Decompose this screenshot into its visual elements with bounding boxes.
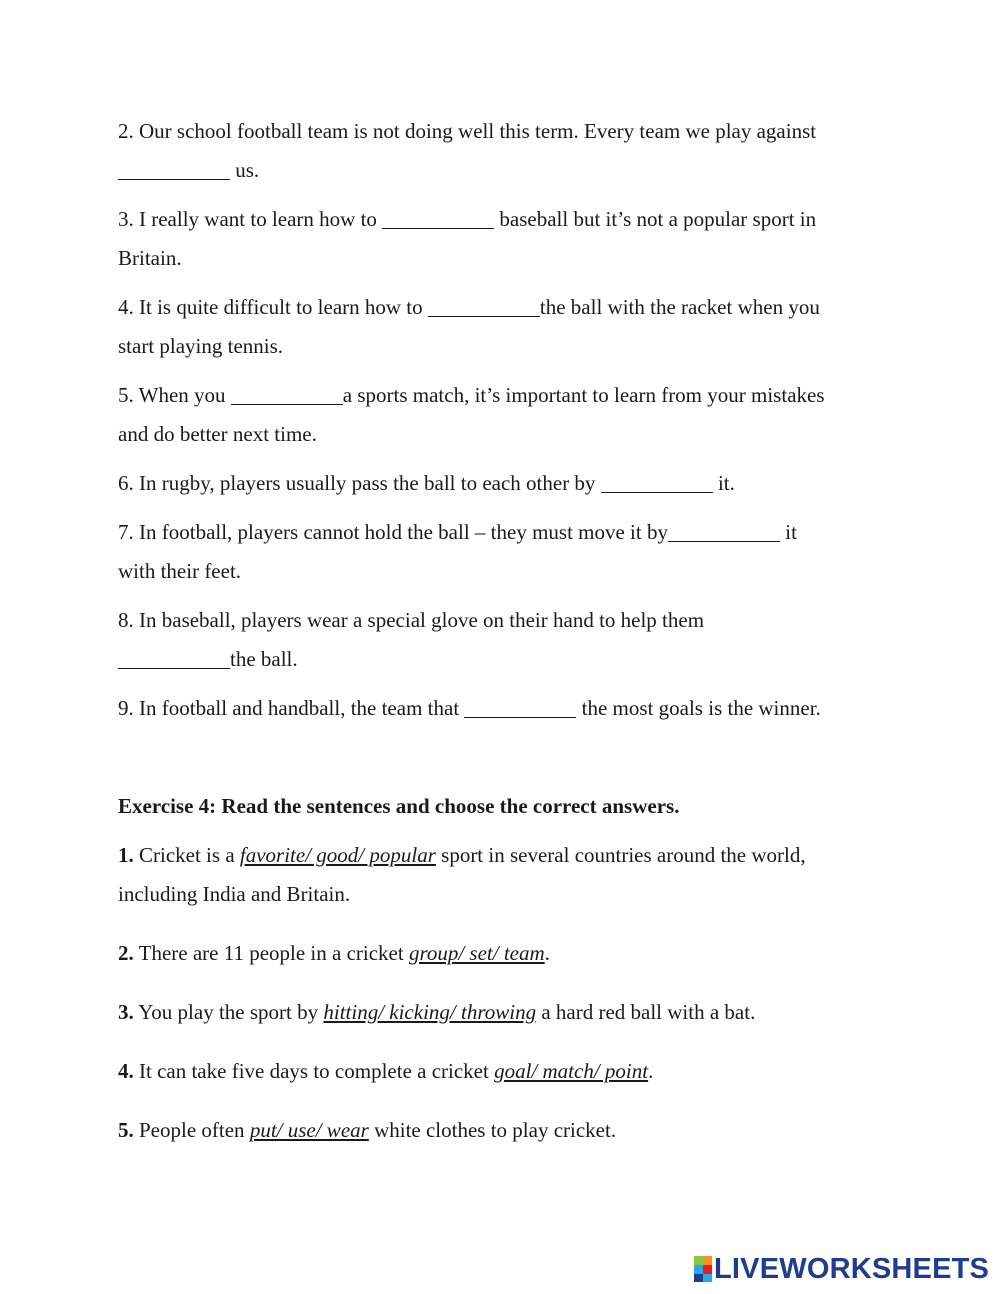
question-5: 5. When you a sports match, it’s important to learn from your mistakes and do better next time. xyxy=(118,383,825,446)
answer-blank-q9[interactable] xyxy=(464,694,576,718)
answer-options-4[interactable]: goal/ match/ point xyxy=(494,1059,649,1083)
question-4: 4. It is quite difficult to learn how to the ball with the racket when you start playing tennis. xyxy=(118,295,820,358)
answer-blank-q2[interactable] xyxy=(118,156,230,180)
exercise-4-item-2: 2. There are 11 people in a cricket group/ set/ team. xyxy=(118,941,550,965)
question-3: 3. I really want to learn how to baseball but it’s not a popular sport in Britain. xyxy=(118,207,817,270)
answer-options-1[interactable]: favorite/ good/ popular xyxy=(239,843,436,867)
question-8: 8. In baseball, players wear a special glove on their hand to help them the ball. xyxy=(118,608,705,671)
answer-blank-q8[interactable] xyxy=(118,645,230,669)
answer-blank-q7[interactable] xyxy=(668,518,780,542)
liveworksheets-logo-text: LIVEWORKSHEETS xyxy=(714,1253,990,1285)
answer-options-2[interactable]: group/ set/ team xyxy=(408,941,545,965)
exercise-4-title: Exercise 4: Read the sentences and choose the correct answers. xyxy=(118,794,680,818)
answer-blank-q3[interactable] xyxy=(382,205,494,229)
question-7: 7. In football, players cannot hold the ball – they must move it by it with their feet. xyxy=(118,520,797,583)
worksheet-page xyxy=(118,108,888,1150)
answer-blank-q4[interactable] xyxy=(428,293,540,317)
question-9: 9. In football and handball, the team that the most goals is the winner. xyxy=(118,696,821,720)
answer-blank-q6[interactable] xyxy=(601,469,713,493)
answer-options-5[interactable]: put/ use/ wear xyxy=(249,1118,369,1142)
exercise-4-item-4: 4. It can take five days to complete a cricket goal/ match/ point. xyxy=(118,1059,654,1083)
question-6: 6. In rugby, players usually pass the ball to each other by it. xyxy=(118,471,735,495)
question-2: 2. Our school football team is not doing well this term. Every team we play against us. xyxy=(118,119,817,182)
answer-blank-q5[interactable] xyxy=(231,381,343,405)
liveworksheets-logo-icon xyxy=(694,1256,712,1282)
exercise-4-item-5: 5. People often put/ use/ wear white clothes to play cricket. xyxy=(118,1118,617,1142)
exercise-4-item-3: 3. You play the sport by hitting/ kicking/ throwing a hard red ball with a bat. xyxy=(118,1000,756,1024)
exercise-4-item-1: 1. Cricket is a favorite/ good/ popular sport in several countries around the world, including India and Britain. xyxy=(118,843,806,906)
answer-options-3[interactable]: hitting/ kicking/ throwing xyxy=(323,1000,537,1024)
liveworksheets-logo xyxy=(694,1254,989,1284)
